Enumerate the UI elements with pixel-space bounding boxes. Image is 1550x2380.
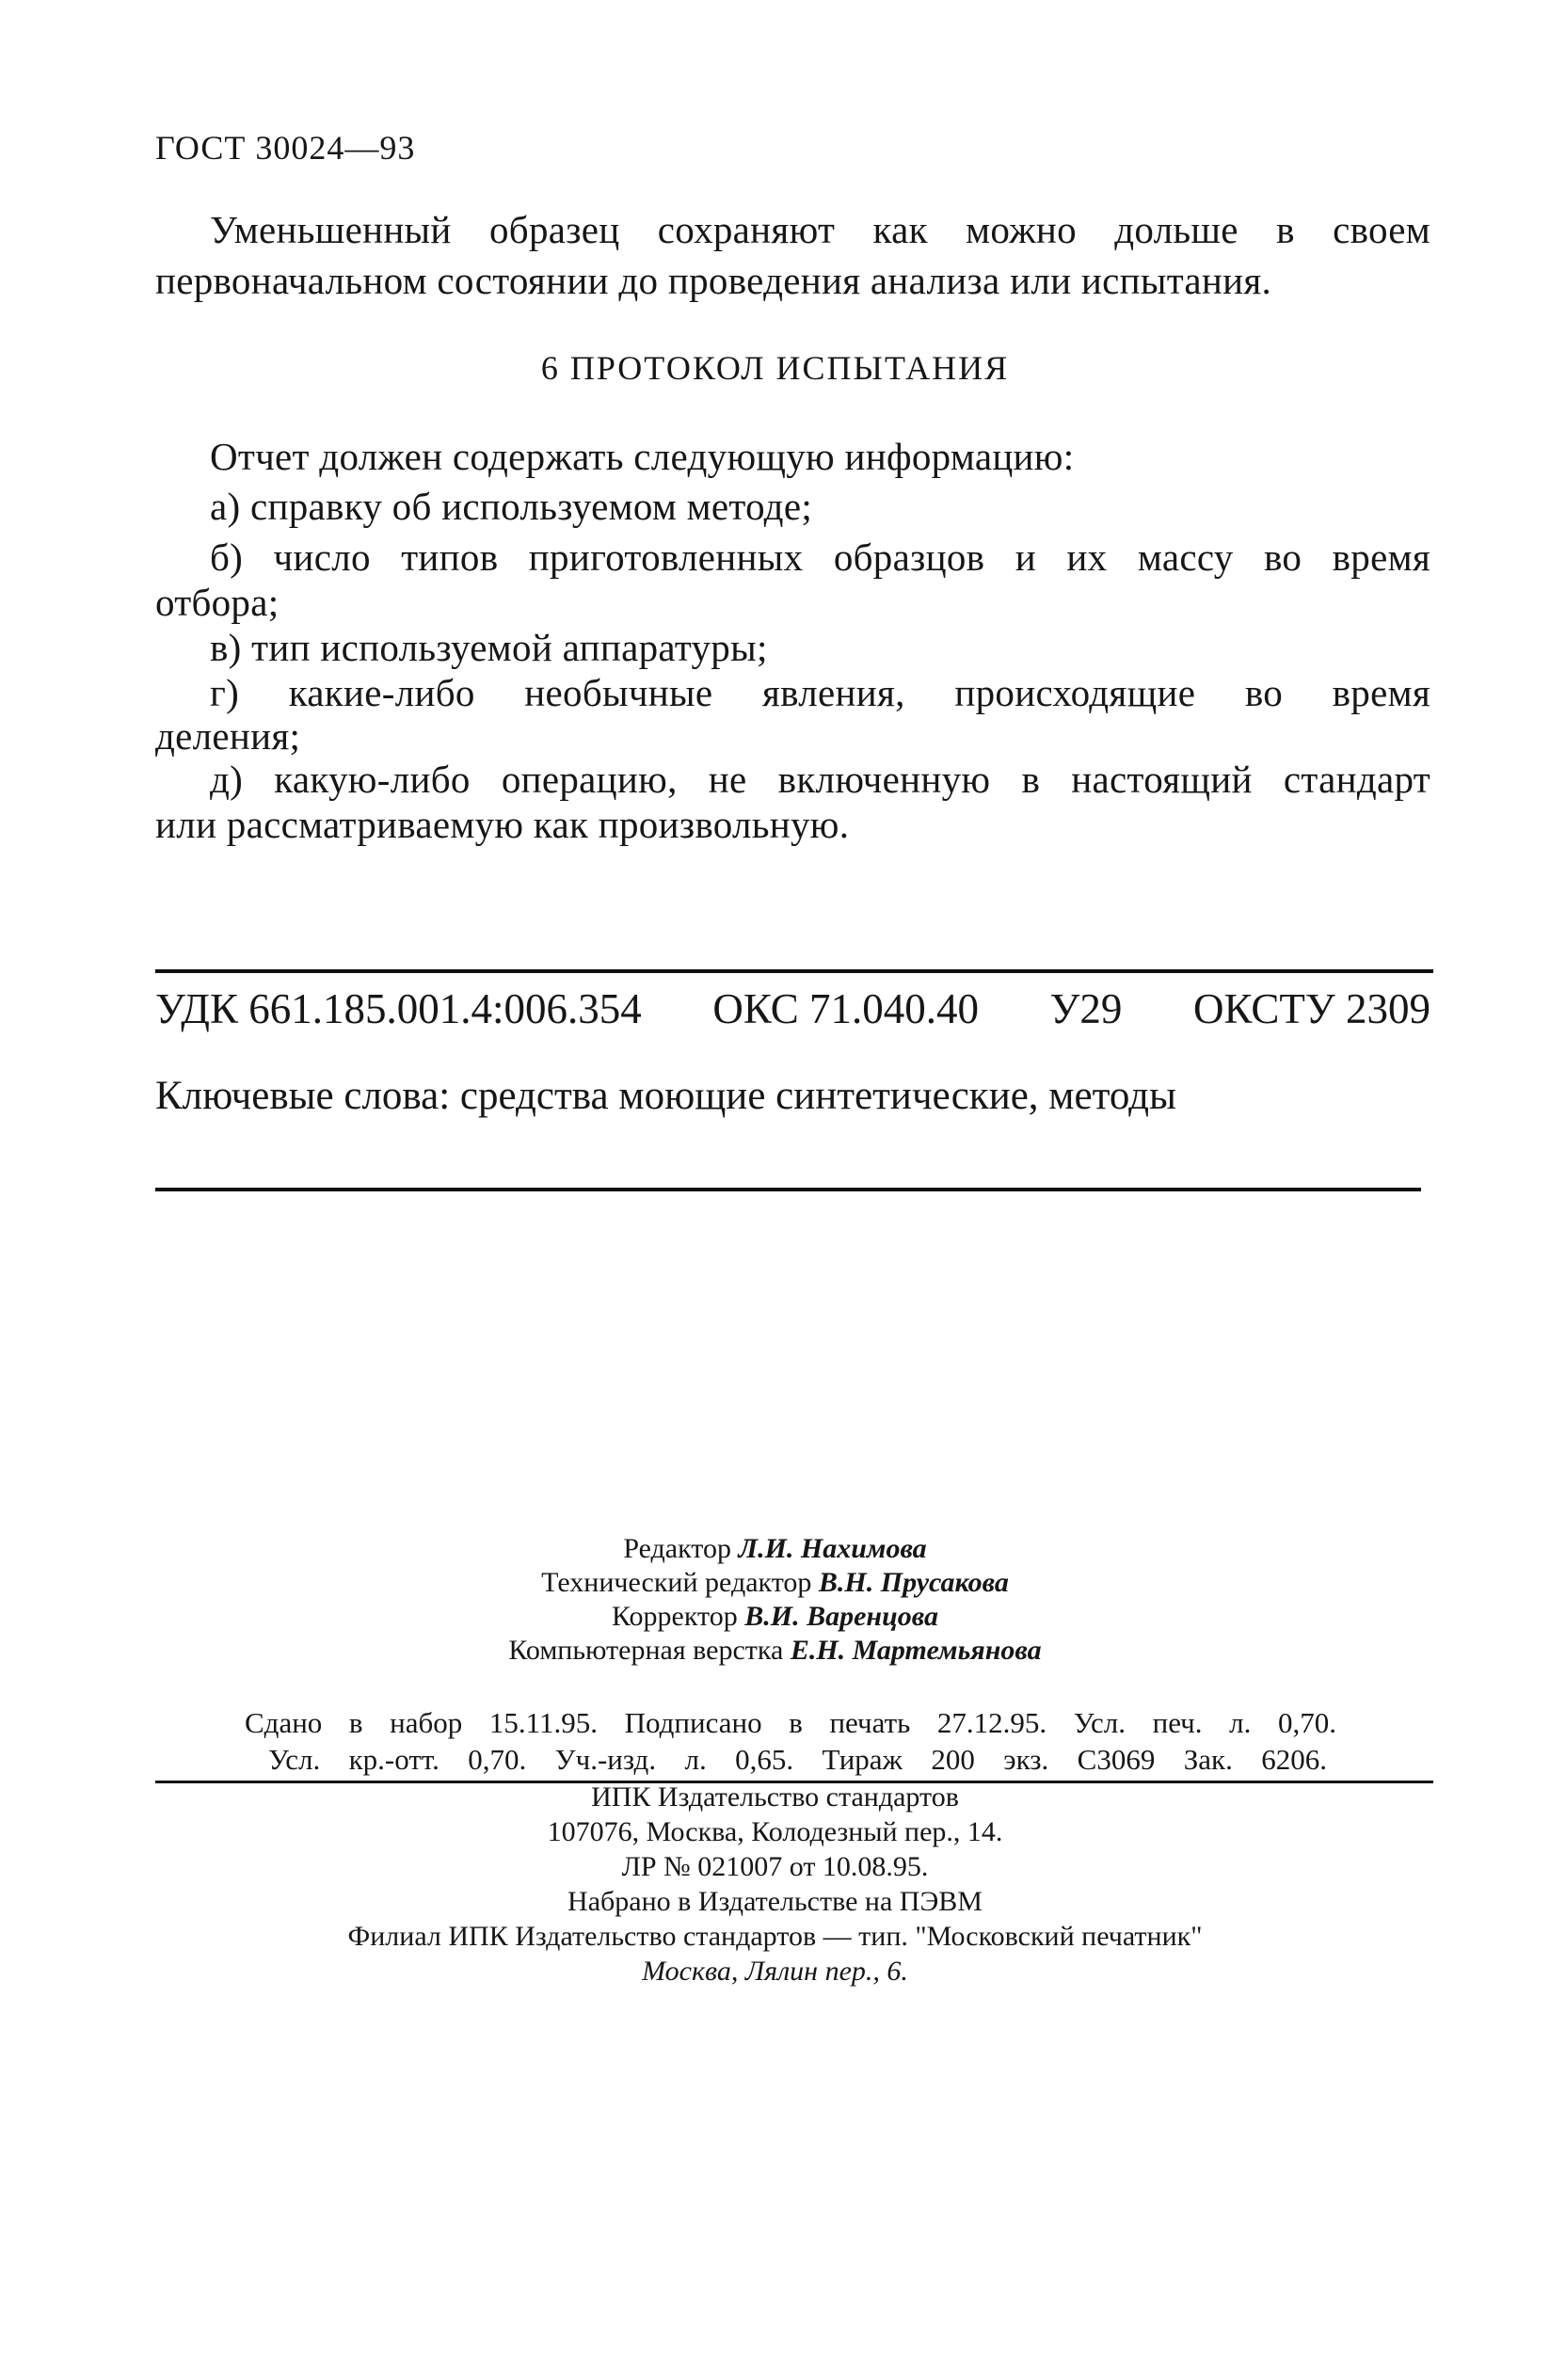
tech-editor-role: Технический редактор — [541, 1567, 812, 1598]
layout-name: Е.Н. Мартемьянова — [790, 1635, 1042, 1666]
section-title: 6 ПРОТОКОЛ ИСПЫТАНИЯ — [540, 349, 1010, 387]
publisher-line-1: ИПК Издательство стандартов — [591, 1781, 959, 1813]
publisher-line-5: Филиал ИПК Издательство стандартов — тип. "Московский печатник" — [347, 1921, 1203, 1952]
document-code: ГОСТ 30024—93 — [155, 129, 416, 167]
classification-row — [155, 984, 1430, 1033]
group-code: У29 — [1049, 985, 1123, 1032]
publisher-line-3: ЛР № 021007 от 10.08.95. — [621, 1851, 929, 1882]
bottom-divider — [155, 1188, 1421, 1191]
item-a: а) справку об используемом методе; — [210, 485, 813, 528]
item-d-line-1: д) какую-либо операцию, не включенную в настоящий стандарт — [210, 758, 1430, 801]
layout-role: Компьютерная верстка — [508, 1635, 784, 1666]
publication-line-2: Усл. кр.-отт. 0,70. Уч.-изд. л. 0,65. Тираж 200 экз. С3069 Зак. 6206. — [268, 1743, 1327, 1776]
keywords: Ключевые слова: средства моющие синтетические, методы — [155, 1074, 1176, 1118]
top-divider — [155, 969, 1433, 973]
proofreader-name: В.И. Варенцова — [744, 1601, 938, 1632]
intro-line-2: первоначальном состоянии до проведения анализа или испытания. — [155, 259, 1272, 302]
proofreader-line — [0, 1600, 1550, 1633]
publisher-line-4: Набрано в Издательстве на ПЭВМ — [567, 1886, 983, 1917]
okstu-code: ОКСТУ 2309 — [1192, 985, 1430, 1032]
item-v: в) тип используемой аппаратуры; — [210, 626, 768, 669]
editor-role: Редактор — [623, 1533, 731, 1564]
publisher-line-6: Москва, Лялин пер., 6. — [642, 1956, 908, 1987]
editor-line — [0, 1532, 1550, 1565]
tech-editor-name: В.Н. Прусакова — [818, 1567, 1009, 1598]
item-g-line-1: г) какие-либо необычные явления, происходящие во время — [210, 671, 1430, 714]
item-b-line-2: отбора; — [155, 581, 280, 624]
editor-name: Л.И. Нахимова — [738, 1533, 927, 1564]
udc-code: УДК 661.185.001.4:006.354 — [155, 985, 642, 1032]
item-d-line-2: или рассматриваемую как произвольную. — [155, 803, 850, 846]
item-b-line-1: б) число типов приготовленных образцов и их массу во время — [210, 535, 1430, 579]
intro-line-1: Уменьшенный образец сохраняют как можно дольше в своем — [210, 208, 1430, 251]
tech-editor-line — [0, 1566, 1550, 1599]
publication-line-1: Сдано в набор 15.11.95. Подписано в печать 27.12.95. Усл. печ. л. 0,70. — [245, 1706, 1336, 1739]
report-lead: Отчет должен содержать следующую информацию: — [210, 435, 1075, 478]
proofreader-role: Корректор — [612, 1601, 738, 1632]
layout-line — [0, 1634, 1550, 1667]
item-g-line-2: деления; — [155, 714, 301, 758]
publisher-line-2: 107076, Москва, Колодезный пер., 14. — [547, 1816, 1003, 1847]
oks-code: ОКС 71.040.40 — [712, 985, 979, 1032]
